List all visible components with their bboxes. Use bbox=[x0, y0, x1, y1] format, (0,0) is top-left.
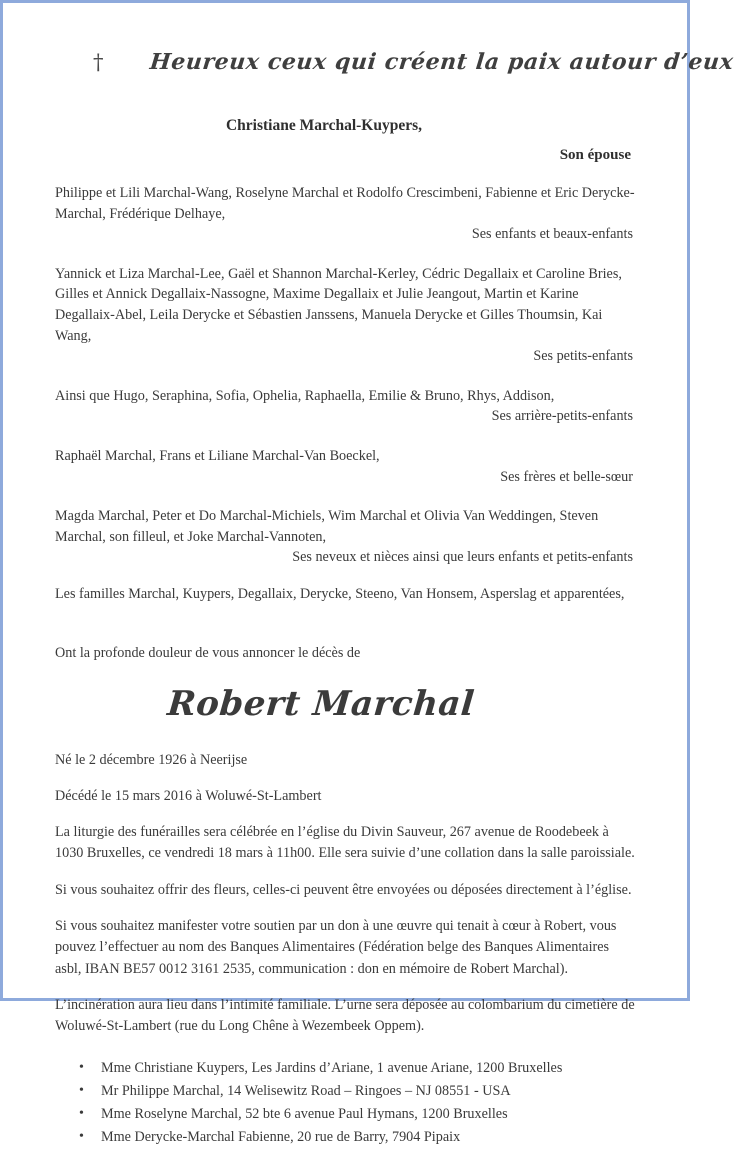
family-group-children bbox=[55, 183, 635, 245]
list-item bbox=[79, 1126, 635, 1149]
liturgy-detail: La liturgie des funérailles sera célébrée en l’église du Divin Sauveur, 267 avenue de Roodebeek à 1030 Bruxelles, ce vendredi 18 mars à 11h00. Elle sera suivie d’une collation dans la salle paroissiale. bbox=[55, 824, 635, 862]
flowers-detail: Si vous souhaitez offrir des fleurs, celles-ci peuvent être envoyées ou déposées directement à l’église. bbox=[55, 881, 632, 898]
family-group-names: Yannick et Liza Marchal-Lee, Gaël et Shannon Marchal-Kerley, Cédric Degallaix et Caroline Bries, Gilles et Annick Degallaix-Nassogne, Maxime Degallaix et Julie Jeangout, Martin et Karine Degallaix-Abel, Leila Derycke et Sébastien Janssens, Manuela Derycke et Gilles Thoumsin, Kai Wang, bbox=[55, 265, 622, 344]
family-group-names: Les familles Marchal, Kuypers, Degallaix, Derycke, Steeno, Van Honsem, Asperslag et apparentées, bbox=[55, 585, 625, 602]
family-group-nephews-nieces bbox=[55, 506, 635, 568]
death-detail: Décédé le 15 mars 2016 à Woluwé-St-Lambert bbox=[55, 787, 322, 804]
cremation-detail: L’incinération aura lieu dans l’intimité familiale. L’urne sera déposée au colombarium du cimetière de Woluwé-St-Lambert (rue du Long Chêne à Wezembeek Oppem). bbox=[55, 996, 635, 1035]
family-group-names: Magda Marchal, Peter et Do Marchal-Michiels, Wim Marchal et Olivia Van Weddingen, Steven Marchal, son filleul, et Joke Marchal-Vannoten, bbox=[55, 508, 599, 545]
donation-detail: Si vous souhaitez manifester votre soutien par un don à une œuvre qui tenait à cœur à Robert, vous pouvez l’effectuer au nom des Banques Alimentaires (Fédération belge des Banques Alimentaires asbl, IBAN BE57 0012 3161 2535, communication : don en mémoire de Robert Marchal). bbox=[55, 917, 617, 977]
family-group-great-grandchildren bbox=[55, 386, 635, 427]
bullet-icon: • bbox=[79, 1083, 84, 1099]
family-group-relation: Ses neveux et nièces ainsi que leurs enfants et petits-enfants bbox=[292, 549, 633, 566]
family-group-relation: Ses frères et belle-sœur bbox=[500, 468, 633, 485]
address-text: Mr Philippe Marchal, 14 Welisewitz Road – Ringoes – NJ 08551 - USA bbox=[101, 1083, 511, 1100]
epigraph-text: Heureux ceux qui créent la paix autour d’eux bbox=[148, 49, 734, 75]
cross-icon: † bbox=[93, 49, 104, 74]
family-group-names: Philippe et Lili Marchal-Wang, Roselyne Marchal et Rodolfo Crescimbeni, Fabienne et Eric Derycke-Marchal, Frédérique Delhaye, bbox=[55, 185, 635, 222]
list-item bbox=[79, 1057, 635, 1080]
spouse-relation: Son épouse bbox=[559, 147, 631, 163]
family-group-families bbox=[55, 584, 635, 605]
announcement-lead: Ont la profonde douleur de vous annoncer le décès de bbox=[55, 644, 361, 661]
family-group-names: Raphaël Marchal, Frans et Liliane Marchal-Van Boeckel, bbox=[55, 447, 380, 464]
bullet-icon: • bbox=[79, 1106, 84, 1122]
epigraph-row bbox=[55, 49, 734, 75]
list-item bbox=[79, 1080, 635, 1103]
family-group-relation: Ses arrière-petits-enfants bbox=[491, 408, 633, 425]
family-group-names: Ainsi que Hugo, Seraphina, Sofia, Ophelia, Raphaella, Emilie & Bruno, Rhys, Addison, bbox=[55, 387, 555, 404]
address-text: Mme Roselyne Marchal, 52 bte 6 avenue Paul Hymans, 1200 Bruxelles bbox=[101, 1106, 508, 1123]
spouse-name: Christiane Marchal-Kuypers, bbox=[225, 117, 423, 134]
family-group-siblings bbox=[55, 446, 635, 487]
birth-detail: Né le 2 décembre 1926 à Neerijse bbox=[55, 751, 248, 768]
family-group-relation: Ses petits-enfants bbox=[533, 348, 633, 365]
list-item bbox=[79, 1103, 635, 1126]
address-list bbox=[55, 1057, 635, 1149]
bullet-icon: • bbox=[79, 1129, 84, 1145]
bullet-icon: • bbox=[79, 1060, 84, 1076]
address-text: Mme Christiane Kuypers, Les Jardins d’Ariane, 1 avenue Ariane, 1200 Bruxelles bbox=[101, 1060, 563, 1077]
page-content bbox=[3, 3, 734, 1146]
deceased-name: Robert Marchal bbox=[165, 683, 477, 724]
family-group-grandchildren bbox=[55, 264, 635, 367]
address-text: Mme Derycke-Marchal Fabienne, 20 rue de Barry, 7904 Pipaix bbox=[101, 1129, 461, 1146]
family-group-relation: Ses enfants et beaux-enfants bbox=[471, 226, 633, 243]
